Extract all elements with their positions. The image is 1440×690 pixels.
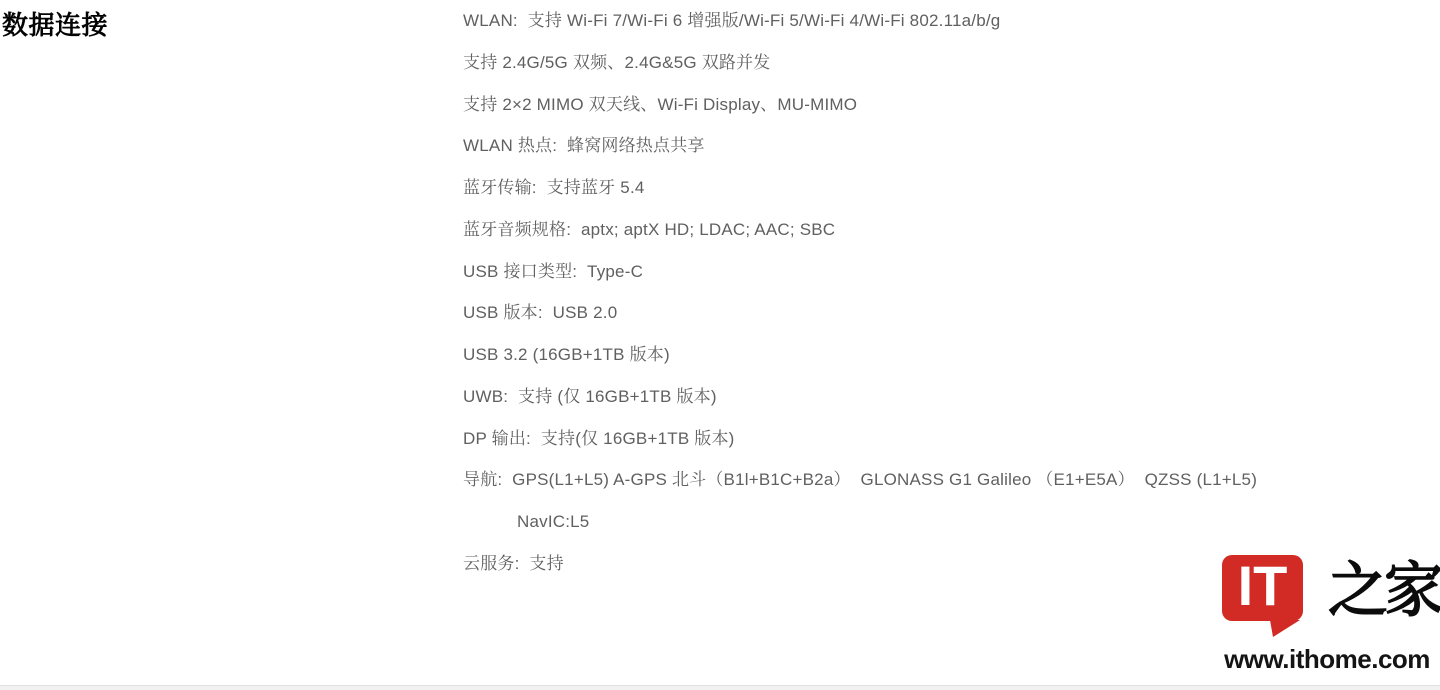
spec-line-wlan: WLAN: 支持 Wi-Fi 7/Wi-Fi 6 增强版/Wi-Fi 5/Wi-Fi 4/Wi-Fi 802.11a/b/g [463,11,1001,30]
spec-line-usb-type: USB 接口类型: Type-C [463,261,644,281]
spec-line-mimo: 支持 2×2 MIMO 双天线、Wi-Fi Display、MU-MIMO [463,94,858,114]
spec-line-bluetooth: 蓝牙传输: 支持蓝牙 5.4 [463,178,645,197]
bottom-divider-strip [0,685,1440,690]
spec-line-navigation: 导航: GPS(L1+L5) A-GPS 北斗（B1l+B1C+B2a） GLONASS G1 Galileo （E1+E5A） QZSS (L1+L5) [463,470,1258,490]
ithome-logo-it-text: IT [1237,554,1288,617]
section-title: 数据连接 [2,10,109,40]
spec-line-bt-audio: 蓝牙音频规格: aptx; aptX HD; LDAC; AAC; SBC [463,219,836,239]
ithome-speech-bubble-icon [1222,555,1303,621]
spec-line-cloud: 云服务: 支持 [463,553,564,573]
spec-list [463,0,1423,585]
spec-line-usb-version: USB 版本: USB 2.0 [463,303,618,323]
ithome-logo-zhijia-text: 之家 [1328,556,1440,626]
spec-line-uwb: UWB: 支持 (仅 16GB+1TB 版本) [463,386,717,406]
spec-line-usb32: USB 3.2 (16GB+1TB 版本) [463,345,670,364]
spec-line-navic: NavIC:L5 [517,512,590,531]
ithome-watermark [1222,554,1440,675]
spec-line-dp-out: DP 输出: 支持(仅 16GB+1TB 版本) [463,428,735,448]
spec-line-dual-band: 支持 2.4G/5G 双频、2.4G&5G 双路并发 [463,52,771,72]
ithome-url-text: www.ithome.com [1224,644,1430,674]
spec-line-hotspot: WLAN 热点: 蜂窝网络热点共享 [463,136,705,156]
speech-bubble-tail-icon [1270,620,1300,637]
